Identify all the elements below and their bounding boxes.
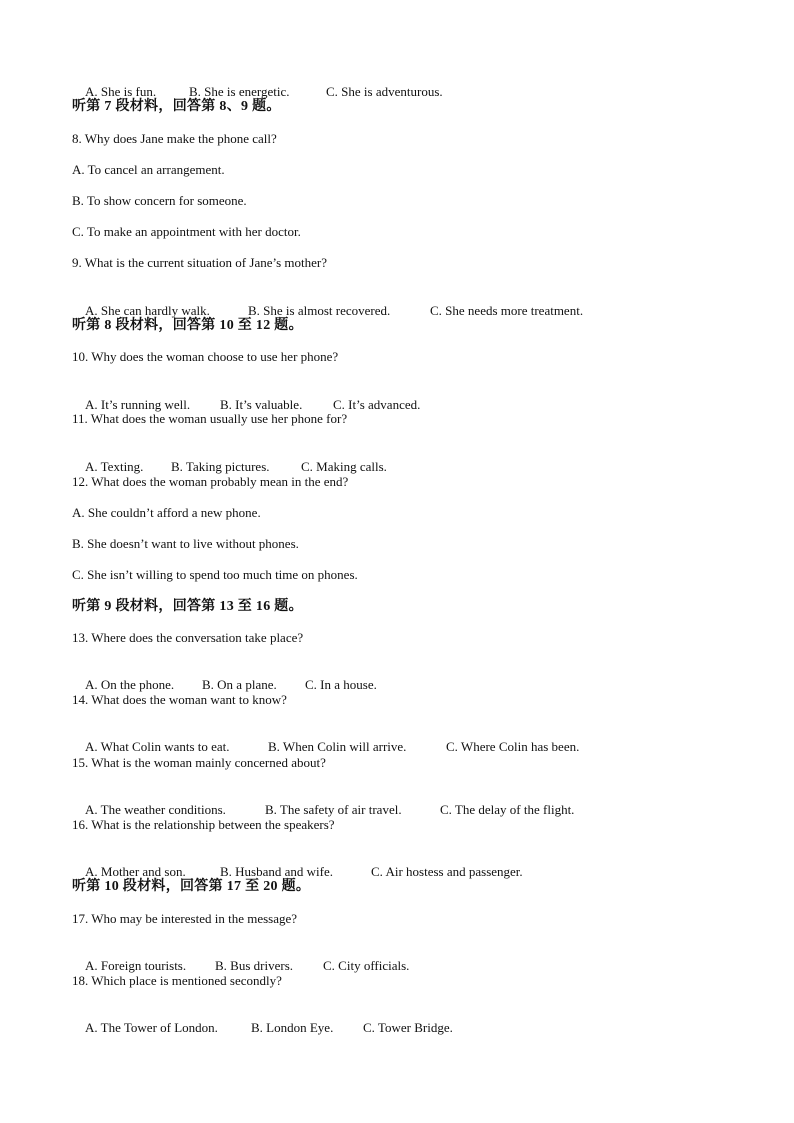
option-b: B. London Eye. bbox=[251, 1020, 334, 1035]
option-a: A. What Colin wants to eat. bbox=[85, 739, 230, 754]
section-heading-9: 听第 9 段材料，回答第 13 至 16 题。 bbox=[72, 599, 303, 614]
option-a: A. The weather conditions. bbox=[85, 802, 226, 817]
option-a: A. On the phone. bbox=[85, 677, 175, 692]
option-c: C. She needs more treatment. bbox=[430, 303, 584, 318]
option-a: A. To cancel an arrangement. bbox=[72, 162, 225, 177]
option-a: A. She couldn’t afford a new phone. bbox=[72, 505, 261, 520]
option-c: C. She is adventurous. bbox=[326, 84, 443, 99]
option-b: B. It’s valuable. bbox=[220, 397, 303, 412]
option-c: C. Tower Bridge. bbox=[363, 1020, 453, 1035]
question-12: 12. What does the woman probably mean in the end? bbox=[72, 474, 349, 489]
section-heading-8: 听第 8 段材料，回答第 10 至 12 题。 bbox=[72, 318, 303, 333]
question-9: 9. What is the current situation of Jane’s mother? bbox=[72, 255, 327, 270]
option-a: A. Texting. bbox=[85, 459, 144, 474]
question-13: 13. Where does the conversation take place? bbox=[72, 630, 304, 645]
option-c: C. The delay of the flight. bbox=[440, 802, 575, 817]
option-b: B. On a plane. bbox=[202, 677, 277, 692]
option-a: A. The Tower of London. bbox=[85, 1020, 218, 1035]
question-16: 16. What is the relationship between the speakers? bbox=[72, 817, 335, 832]
question-15: 15. What is the woman mainly concerned about? bbox=[72, 755, 326, 770]
option-b: B. She doesn’t want to live without phones. bbox=[72, 536, 299, 551]
option-b: B. To show concern for someone. bbox=[72, 193, 247, 208]
question-10: 10. Why does the woman choose to use her phone? bbox=[72, 349, 339, 364]
option-a: A. She can hardly walk. bbox=[85, 303, 210, 318]
option-b: B. When Colin will arrive. bbox=[268, 739, 407, 754]
option-c: C. Making calls. bbox=[301, 459, 387, 474]
option-b: B. Taking pictures. bbox=[171, 459, 270, 474]
section-heading-10: 听第 10 段材料，回答第 17 至 20 题。 bbox=[72, 879, 311, 894]
option-c: C. City officials. bbox=[323, 958, 410, 973]
option-a: A. She is fun. bbox=[85, 84, 157, 99]
question-8: 8. Why does Jane make the phone call? bbox=[72, 131, 277, 146]
question-17: 17. Who may be interested in the message? bbox=[72, 911, 298, 926]
question-14: 14. What does the woman want to know? bbox=[72, 692, 287, 707]
option-a: A. Foreign tourists. bbox=[85, 958, 187, 973]
section-heading-7: 听第 7 段材料，回答第 8、9 题。 bbox=[72, 99, 281, 114]
options-q18 bbox=[72, 1004, 453, 1052]
option-b: B. She is energetic. bbox=[189, 84, 290, 99]
question-18: 18. Which place is mentioned secondly? bbox=[72, 973, 282, 988]
option-b: B. She is almost recovered. bbox=[248, 303, 391, 318]
option-c: C. To make an appointment with her doctor. bbox=[72, 224, 301, 239]
option-b: B. Bus drivers. bbox=[215, 958, 293, 973]
option-c: C. Air hostess and passenger. bbox=[371, 864, 523, 879]
option-c: C. In a house. bbox=[305, 677, 377, 692]
option-c: C. It’s advanced. bbox=[333, 397, 421, 412]
option-a: A. Mother and son. bbox=[85, 864, 186, 879]
option-b: B. The safety of air travel. bbox=[265, 802, 402, 817]
option-c: C. Where Colin has been. bbox=[446, 739, 580, 754]
option-a: A. It’s running well. bbox=[85, 397, 191, 412]
option-c: C. She isn’t willing to spend too much time on phones. bbox=[72, 567, 358, 582]
question-11: 11. What does the woman usually use her phone for? bbox=[72, 411, 348, 426]
option-b: B. Husband and wife. bbox=[220, 864, 334, 879]
